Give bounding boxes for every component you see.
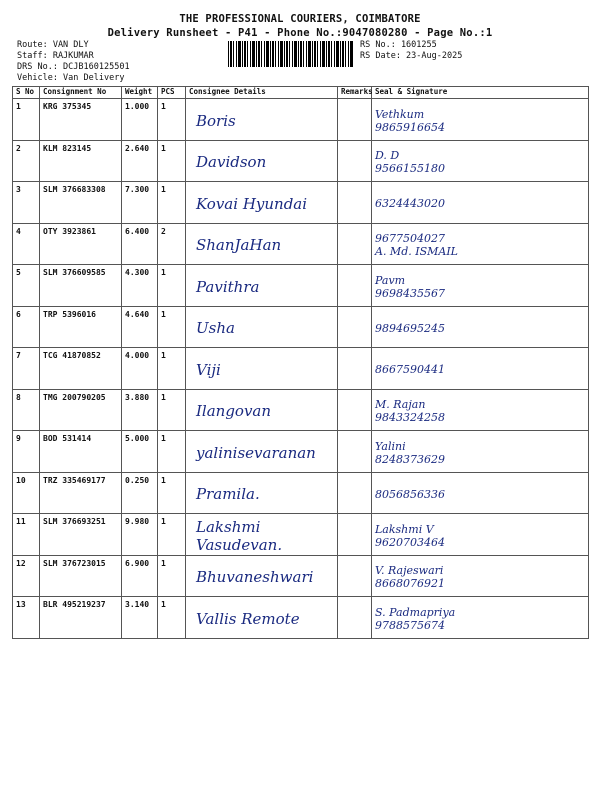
serial-cell: 5 <box>13 265 40 307</box>
consignment-cell: BOD 531414 <box>40 431 122 473</box>
signature-line-2: 9566155180 <box>375 162 445 176</box>
serial-cell: 2 <box>13 140 40 182</box>
table-row <box>13 597 589 639</box>
signature-cell <box>372 555 589 597</box>
pcs-cell: 1 <box>158 555 186 597</box>
remarks-cell <box>338 140 372 182</box>
consignee-cell: Bhuvaneshwari <box>186 555 338 597</box>
weight-cell: 2.640 <box>122 140 158 182</box>
pcs-cell: 1 <box>158 597 186 639</box>
serial-cell: 3 <box>13 182 40 224</box>
remarks-cell <box>338 348 372 390</box>
weight-cell: 3.140 <box>122 597 158 639</box>
col-weight-header: Weight <box>122 87 158 99</box>
table-row <box>13 140 589 182</box>
pcs-cell: 1 <box>158 514 186 556</box>
weight-cell: 4.300 <box>122 265 158 307</box>
serial-cell: 11 <box>13 514 40 556</box>
staff-label: Staff: RAJKUMAR <box>17 51 94 61</box>
signature-line-2: 9843324258 <box>375 411 445 425</box>
company-title: THE PROFESSIONAL COURIERS, COIMBATORE <box>179 13 421 25</box>
weight-cell: 6.400 <box>122 223 158 265</box>
remarks-cell <box>338 431 372 473</box>
table-row <box>13 431 589 473</box>
signature-line-2: 8668076921 <box>375 577 445 591</box>
signature-line-1: 9894695245 <box>375 321 445 335</box>
col-consignment-header: Consignment No <box>40 87 122 99</box>
serial-cell: 6 <box>13 306 40 348</box>
table-header-row <box>13 87 589 99</box>
consignee-cell: Lakshmi Vasudevan. <box>186 514 338 556</box>
weight-cell: 1.000 <box>122 99 158 141</box>
remarks-cell <box>338 472 372 514</box>
drs-number: DRS No.: DCJB160125501 <box>17 62 130 72</box>
table-row <box>13 99 589 141</box>
remarks-cell <box>338 223 372 265</box>
signature-line-1: S. Padmapriya <box>375 605 456 619</box>
col-consignee-header: Consignee Details <box>186 87 338 99</box>
remarks-cell <box>338 306 372 348</box>
serial-cell: 12 <box>13 555 40 597</box>
signature-cell <box>372 223 589 265</box>
signature-line-2: A. Md. ISMAIL <box>375 245 458 259</box>
consignment-cell: SLM 376609585 <box>40 265 122 307</box>
consignee-cell: Ilangovan <box>186 389 338 431</box>
consignment-cell: SLM 376723015 <box>40 555 122 597</box>
signature-line-1: 9677504027 <box>375 232 445 246</box>
consignment-cell: TCG 41870852 <box>40 348 122 390</box>
remarks-cell <box>338 99 372 141</box>
consignment-cell: KRG 375345 <box>40 99 122 141</box>
weight-cell: 7.300 <box>122 182 158 224</box>
signature-line-1: Pavm <box>375 273 406 287</box>
signature-cell <box>372 182 589 224</box>
remarks-cell <box>338 182 372 224</box>
signature-line-2: 8056856336 <box>375 487 445 501</box>
signature-cell <box>372 597 589 639</box>
pcs-cell: 1 <box>158 348 186 390</box>
consignment-cell: OTY 3923861 <box>40 223 122 265</box>
remarks-cell <box>338 597 372 639</box>
serial-cell: 1 <box>13 99 40 141</box>
table-row <box>13 514 589 556</box>
vehicle-label: Vehicle: Van Delivery <box>17 73 125 83</box>
pcs-cell: 1 <box>158 431 186 473</box>
table-row <box>13 472 589 514</box>
signature-line-1: 8667590441 <box>375 363 445 377</box>
pcs-cell: 1 <box>158 472 186 514</box>
consignment-cell: SLM 376683308 <box>40 182 122 224</box>
signature-line-1: M. Rajan <box>375 398 426 412</box>
consignment-cell: BLR 495219237 <box>40 597 122 639</box>
col-sno-header: S No <box>13 87 40 99</box>
serial-cell: 13 <box>13 597 40 639</box>
weight-cell: 9.980 <box>122 514 158 556</box>
pcs-cell: 2 <box>158 223 186 265</box>
route-label: Route: VAN DLY <box>17 40 89 50</box>
table-row <box>13 306 589 348</box>
consignment-cell: TMG 200790205 <box>40 389 122 431</box>
serial-cell: 10 <box>13 472 40 514</box>
consignee-cell: Usha <box>186 306 338 348</box>
signature-line-2: 9865916654 <box>375 120 445 134</box>
serial-cell: 9 <box>13 431 40 473</box>
consignee-cell: yalinisevaranan <box>186 431 338 473</box>
signature-line-1: Lakshmi V <box>375 522 434 536</box>
consignment-cell: TRP 5396016 <box>40 306 122 348</box>
weight-cell: 0.250 <box>122 472 158 514</box>
signature-line-1: V. Rajeswari <box>375 564 444 578</box>
table-row <box>13 223 589 265</box>
weight-cell: 4.000 <box>122 348 158 390</box>
delivery-table <box>12 86 589 639</box>
rs-date: RS Date: 23-Aug-2025 <box>360 51 463 61</box>
table-row <box>13 182 589 224</box>
consignment-cell: SLM 376693251 <box>40 514 122 556</box>
barcode-image <box>228 41 354 67</box>
signature-line-1: 6324443020 <box>375 197 445 211</box>
signature-cell <box>372 140 589 182</box>
serial-cell: 7 <box>13 348 40 390</box>
signature-cell <box>372 389 589 431</box>
signature-cell <box>372 348 589 390</box>
rs-number: RS No.: 1601255 <box>360 40 437 50</box>
signature-cell <box>372 99 589 141</box>
table-row <box>13 348 589 390</box>
pcs-cell: 1 <box>158 265 186 307</box>
signature-line-1: Yalini <box>375 439 406 453</box>
weight-cell: 5.000 <box>122 431 158 473</box>
pcs-cell: 1 <box>158 306 186 348</box>
signature-line-2: 9698435567 <box>375 286 445 300</box>
serial-cell: 8 <box>13 389 40 431</box>
consignee-cell: ShanJaHan <box>186 223 338 265</box>
weight-cell: 4.640 <box>122 306 158 348</box>
col-remarks-header: Remarks <box>338 87 372 99</box>
table-row <box>13 389 589 431</box>
runsheet-meta-right <box>360 40 462 62</box>
consignee-cell: Vallis Remote <box>186 597 338 639</box>
remarks-cell <box>338 265 372 307</box>
consignee-cell: Viji <box>186 348 338 390</box>
remarks-cell <box>338 389 372 431</box>
signature-line-2: 9620703464 <box>375 535 445 549</box>
runsheet-meta-left <box>17 40 130 84</box>
consignee-cell: Boris <box>186 99 338 141</box>
consignment-cell: TRZ 335469177 <box>40 472 122 514</box>
table-row <box>13 265 589 307</box>
consignee-cell: Davidson <box>186 140 338 182</box>
signature-line-2: 8248373629 <box>375 452 445 466</box>
remarks-cell <box>338 555 372 597</box>
signature-cell <box>372 431 589 473</box>
weight-cell: 6.900 <box>122 555 158 597</box>
signature-cell <box>372 472 589 514</box>
pcs-cell: 1 <box>158 140 186 182</box>
consignee-cell: Pavithra <box>186 265 338 307</box>
consignment-cell: KLM 823145 <box>40 140 122 182</box>
runsheet-subtitle: Delivery Runsheet - P41 - Phone No.:9047080280 - Page No.:1 <box>107 27 493 39</box>
consignee-cell: Pramila. <box>186 472 338 514</box>
col-pcs-header: PCS <box>158 87 186 99</box>
pcs-cell: 1 <box>158 389 186 431</box>
signature-cell <box>372 514 589 556</box>
signature-line-1: Vethkum <box>375 107 425 121</box>
table-row <box>13 555 589 597</box>
pcs-cell: 1 <box>158 99 186 141</box>
col-signature-header: Seal & Signature <box>372 87 589 99</box>
remarks-cell <box>338 514 372 556</box>
signature-cell <box>372 265 589 307</box>
signature-cell <box>372 306 589 348</box>
signature-line-2: 9788575674 <box>375 618 445 632</box>
consignee-cell: Kovai Hyundai <box>186 182 338 224</box>
pcs-cell: 1 <box>158 182 186 224</box>
serial-cell: 4 <box>13 223 40 265</box>
weight-cell: 3.880 <box>122 389 158 431</box>
signature-line-1: D. D <box>375 149 400 163</box>
